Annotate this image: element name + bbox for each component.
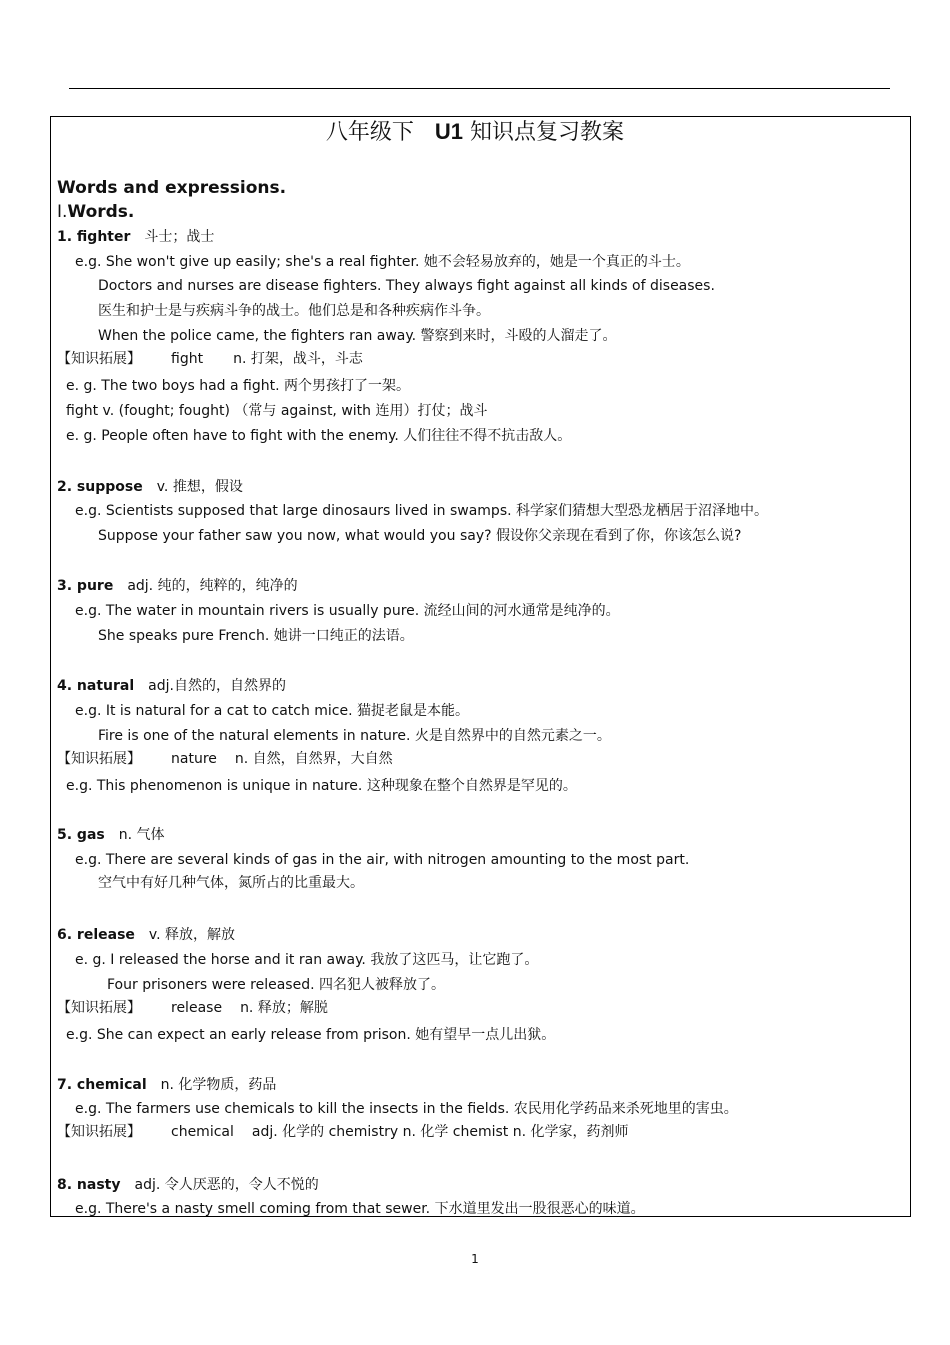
extension-word: release (171, 1000, 223, 1016)
entry-headword-line (57, 478, 243, 496)
example-line: e.g. Scientists supposed that large dinosaurs lived in swamps. 科学家们猜想大型恐龙栖居于沼泽地中。 (75, 503, 769, 519)
headword-meaning: v. 推想，假设 (156, 479, 243, 495)
extension-word: fight (171, 351, 204, 367)
extension-line (57, 1123, 629, 1141)
entry-headword-line (57, 926, 235, 944)
extension-example: e.g. This phenomenon is unique in nature. 这种现象在整个自然界是罕见的。 (66, 778, 577, 794)
example-line: Fire is one of the natural elements in nature. 火是自然界中的自然元素之一。 (98, 728, 611, 744)
entry-headword-line (57, 677, 286, 695)
example-line: 医生和护士是与疾病斗争的战士。他们总是和各种疾病作斗争。 (98, 303, 490, 319)
extension-meaning: n. 释放；解脱 (240, 1000, 328, 1016)
example-line: She speaks pure French. 她讲一口纯正的法语。 (98, 628, 414, 644)
extension-label: 【知识拓展】 (57, 351, 141, 367)
extension-example: fight v. (fought; fought) （常与 against, with 连用）打仗；战斗 (66, 403, 488, 419)
headword: 5. gas (57, 827, 105, 843)
example-line: e.g. It is natural for a cat to catch mice. 猫捉老鼠是本能。 (75, 703, 470, 719)
section-heading: Words and expressions. (57, 178, 287, 198)
extension-example: e. g. People often have to fight with the enemy. 人们往往不得不抗击敌人。 (66, 428, 572, 444)
headword-meaning: n. 化学物质，药品 (160, 1077, 277, 1093)
headword: 2. suppose (57, 479, 143, 495)
headword-meaning: v. 释放，解放 (148, 927, 236, 943)
headword: 8. nasty (57, 1177, 121, 1193)
extension-word: chemical (171, 1124, 234, 1140)
example-line: When the police came, the fighters ran away. 警察到来时，斗殴的人溜走了。 (98, 328, 617, 344)
headword: 6. release (57, 927, 135, 943)
entry-headword-line (57, 1176, 319, 1194)
headword: 7. chemical (57, 1077, 147, 1093)
headword-meaning: n. 气体 (118, 827, 165, 843)
header-rule (69, 88, 890, 89)
entry-headword-line (57, 228, 214, 246)
extension-line (57, 999, 328, 1017)
extension-line (57, 350, 363, 368)
headword: 1. fighter (57, 229, 131, 245)
example-line: e.g. There are several kinds of gas in the air, with nitrogen amounting to the most part. (75, 852, 690, 868)
title-suffix: 知识点复习教案 (470, 120, 625, 145)
extension-meaning: n. 打架，战斗，斗志 (233, 351, 363, 367)
example-line: e.g. The farmers use chemicals to kill the insects in the fields. 农民用化学药品来杀死地里的害虫。 (75, 1101, 738, 1117)
example-line: 空气中有好几种气体，氮所占的比重最大。 (98, 875, 364, 891)
entry-headword-line (57, 826, 165, 844)
headword-meaning: adj. 纯的，纯粹的，纯净的 (127, 578, 298, 594)
extension-label: 【知识拓展】 (57, 751, 141, 767)
entry-headword-line (57, 1076, 276, 1094)
example-line: e.g. The water in mountain rivers is usually pure. 流经山间的河水通常是纯净的。 (75, 603, 620, 619)
extension-label: 【知识拓展】 (57, 1000, 141, 1016)
extension-line (57, 750, 393, 768)
entry-headword-line (57, 577, 298, 595)
extension-example: e. g. The two boys had a fight. 两个男孩打了一架。 (66, 378, 411, 394)
example-line: Doctors and nurses are disease fighters. They always fight against all kinds of diseases. (98, 278, 715, 294)
extension-example: e.g. She can expect an early release from prison. 她有望早一点儿出狱。 (66, 1027, 556, 1043)
example-line: e. g. I released the horse and it ran away. 我放了这匹马，让它跑了。 (75, 952, 539, 968)
page-title (0, 118, 950, 147)
extension-label: 【知识拓展】 (57, 1124, 141, 1140)
example-line: Four prisoners were released. 四名犯人被释放了。 (107, 977, 445, 993)
extension-word: nature (171, 751, 217, 767)
subsection-label: Words. (67, 202, 135, 222)
headword-meaning: adj.自然的，自然界的 (148, 678, 286, 694)
subsection-numeral: Ⅰ. (57, 202, 68, 222)
headword-meaning: 斗士；战士 (144, 229, 215, 245)
title-prefix: 八年级下 (325, 120, 414, 145)
example-line: e.g. There's a nasty smell coming from that sewer. 下水道里发出一股很恶心的味道。 (75, 1201, 645, 1217)
headword: 3. pure (57, 578, 114, 594)
title-unit: U1 (434, 119, 464, 144)
example-line: Suppose your father saw you now, what would you say? 假设你父亲现在看到了你，你该怎么说? (98, 528, 742, 544)
subsection-heading (57, 201, 134, 223)
page-number: 1 (471, 1252, 479, 1266)
extension-meaning: adj. 化学的 chemistry n. 化学 chemist n. 化学家，药剂师 (251, 1124, 629, 1140)
example-line: e.g. She won't give up easily; she's a real fighter. 她不会轻易放弃的，她是一个真正的斗士。 (75, 254, 690, 270)
headword: 4. natural (57, 678, 135, 694)
extension-meaning: n. 自然，自然界，大自然 (234, 751, 393, 767)
headword-meaning: adj. 令人厌恶的，令人不悦的 (134, 1177, 319, 1193)
